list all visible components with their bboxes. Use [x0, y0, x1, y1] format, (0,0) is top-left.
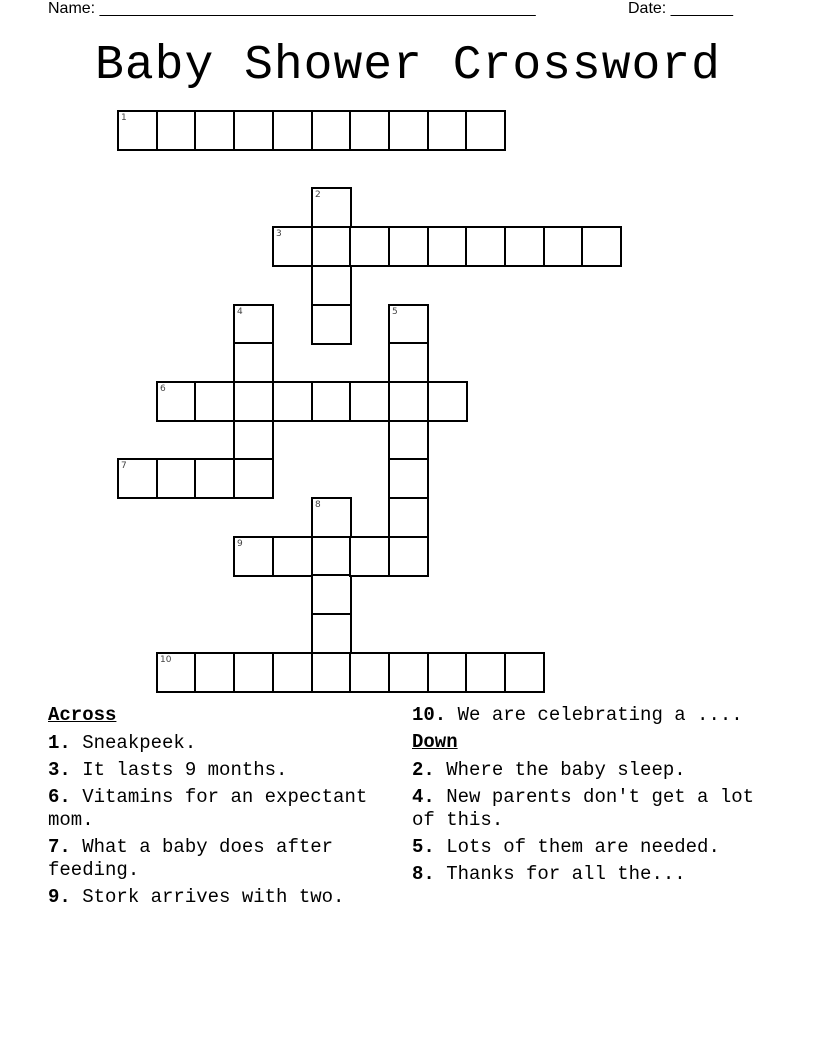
clue-number: 9.: [48, 886, 71, 908]
clue-item: [48, 836, 388, 882]
crossword-cell[interactable]: [272, 652, 313, 693]
clue-number: 10.: [412, 704, 447, 726]
clue-number: 8.: [412, 863, 435, 885]
crossword-cell[interactable]: [465, 652, 506, 693]
clue-number: 6.: [48, 786, 71, 808]
clue-text: Stork arrives with two.: [70, 886, 345, 908]
crossword-cell[interactable]: [311, 187, 352, 228]
crossword-cell[interactable]: [543, 226, 584, 267]
across-heading: Across: [48, 704, 117, 726]
crossword-cell[interactable]: [311, 613, 352, 654]
crossword-cell[interactable]: [194, 381, 235, 422]
crossword-cell[interactable]: [504, 226, 545, 267]
crossword-cell[interactable]: [194, 110, 235, 151]
clue-number: 5.: [412, 836, 435, 858]
crossword-cell[interactable]: [388, 420, 429, 461]
crossword-cell[interactable]: [156, 458, 197, 499]
clue-number: 1.: [48, 732, 71, 754]
crossword-cell[interactable]: [388, 497, 429, 538]
page-title: Baby Shower Crossword: [95, 39, 721, 93]
crossword-cell[interactable]: [156, 381, 197, 422]
clue-item: [48, 786, 388, 832]
crossword-cell[interactable]: [465, 110, 506, 151]
crossword-cell[interactable]: [233, 458, 274, 499]
crossword-cell[interactable]: [388, 536, 429, 577]
clue-text: It lasts 9 months.: [70, 759, 288, 781]
clue-number: 4: [237, 307, 243, 317]
crossword-cell[interactable]: [233, 381, 274, 422]
crossword-cell[interactable]: [388, 226, 429, 267]
clue-text: Lots of them are needed.: [434, 836, 720, 858]
crossword-cell[interactable]: [581, 226, 622, 267]
crossword-cell[interactable]: [388, 304, 429, 345]
clue-number: 2: [315, 190, 321, 200]
crossword-cell[interactable]: [465, 226, 506, 267]
clue-item: [48, 759, 388, 782]
clue-item: [48, 886, 388, 909]
clue-number: 3: [276, 229, 282, 239]
crossword-cell[interactable]: [388, 342, 429, 383]
crossword-cell[interactable]: [194, 652, 235, 693]
clue-number: 9: [237, 539, 243, 549]
clue-item: [412, 836, 772, 859]
crossword-cell[interactable]: [272, 381, 313, 422]
crossword-cell[interactable]: [311, 574, 352, 615]
clues-left-column: [48, 704, 388, 913]
crossword-cell[interactable]: [233, 342, 274, 383]
crossword-cell[interactable]: [233, 420, 274, 461]
crossword-cell[interactable]: [504, 652, 545, 693]
clue-number: 3.: [48, 759, 71, 781]
clue-number: 4.: [412, 786, 435, 808]
crossword-cell[interactable]: [233, 110, 274, 151]
crossword-cell[interactable]: [156, 110, 197, 151]
crossword-cell[interactable]: [233, 652, 274, 693]
crossword-cell[interactable]: [233, 536, 274, 577]
across-clue-list-continued: [412, 704, 772, 727]
clue-number: 10: [160, 655, 172, 665]
crossword-cell[interactable]: [311, 381, 352, 422]
clue-item: [412, 786, 772, 832]
crossword-cell[interactable]: [117, 458, 158, 499]
crossword-cell[interactable]: [388, 652, 429, 693]
clue-text: Where the baby sleep.: [434, 759, 686, 781]
clue-number: 8: [315, 500, 321, 510]
crossword-cell[interactable]: [349, 652, 390, 693]
crossword-cell[interactable]: [427, 652, 468, 693]
crossword-cell[interactable]: [272, 536, 313, 577]
crossword-cell[interactable]: [388, 110, 429, 151]
crossword-cell[interactable]: [388, 381, 429, 422]
clue-number: 5: [392, 307, 398, 317]
clue-item: [412, 863, 772, 886]
crossword-cell[interactable]: [349, 226, 390, 267]
name-field[interactable]: Name: _________________________________________________: [48, 0, 536, 17]
crossword-cell[interactable]: [349, 536, 390, 577]
date-field[interactable]: Date: _______: [628, 0, 733, 17]
crossword-cell[interactable]: [388, 458, 429, 499]
clue-number: 7: [121, 461, 127, 471]
crossword-cell[interactable]: [233, 304, 274, 345]
clue-item: [412, 704, 772, 727]
clue-item: [412, 759, 772, 782]
crossword-cell[interactable]: [349, 381, 390, 422]
clue-text: What a baby does after feeding.: [48, 836, 334, 881]
crossword-cell[interactable]: [311, 110, 352, 151]
crossword-cell[interactable]: [349, 110, 390, 151]
crossword-cell[interactable]: [311, 536, 352, 577]
clue-text: Thanks for all the...: [434, 863, 686, 885]
clue-text: Sneakpeek.: [70, 732, 197, 754]
clue-text: We are celebrating a ....: [446, 704, 743, 726]
crossword-cell[interactable]: [117, 110, 158, 151]
crossword-cell[interactable]: [311, 226, 352, 267]
clue-item: [48, 732, 388, 755]
clue-number: 2.: [412, 759, 435, 781]
clues-right-column: [412, 704, 772, 890]
crossword-cell[interactable]: [156, 652, 197, 693]
down-heading: Down: [412, 731, 458, 753]
across-clue-list: [48, 732, 388, 909]
crossword-cell[interactable]: [311, 265, 352, 306]
down-clue-list: [412, 759, 772, 886]
clue-number: 1: [121, 113, 127, 123]
crossword-cell[interactable]: [311, 304, 352, 345]
crossword-cell[interactable]: [427, 381, 468, 422]
crossword-cell[interactable]: [427, 110, 468, 151]
crossword-cell[interactable]: [427, 226, 468, 267]
clue-number: 7.: [48, 836, 71, 858]
crossword-cell[interactable]: [194, 458, 235, 499]
crossword-cell[interactable]: [311, 497, 352, 538]
crossword-cell[interactable]: [311, 652, 352, 693]
clue-number: 6: [160, 384, 166, 394]
clue-text: Vitamins for an expectant mom.: [48, 786, 368, 831]
crossword-cell[interactable]: [272, 226, 313, 267]
crossword-cell[interactable]: [272, 110, 313, 151]
clue-text: New parents don't get a lot of this.: [412, 786, 755, 831]
